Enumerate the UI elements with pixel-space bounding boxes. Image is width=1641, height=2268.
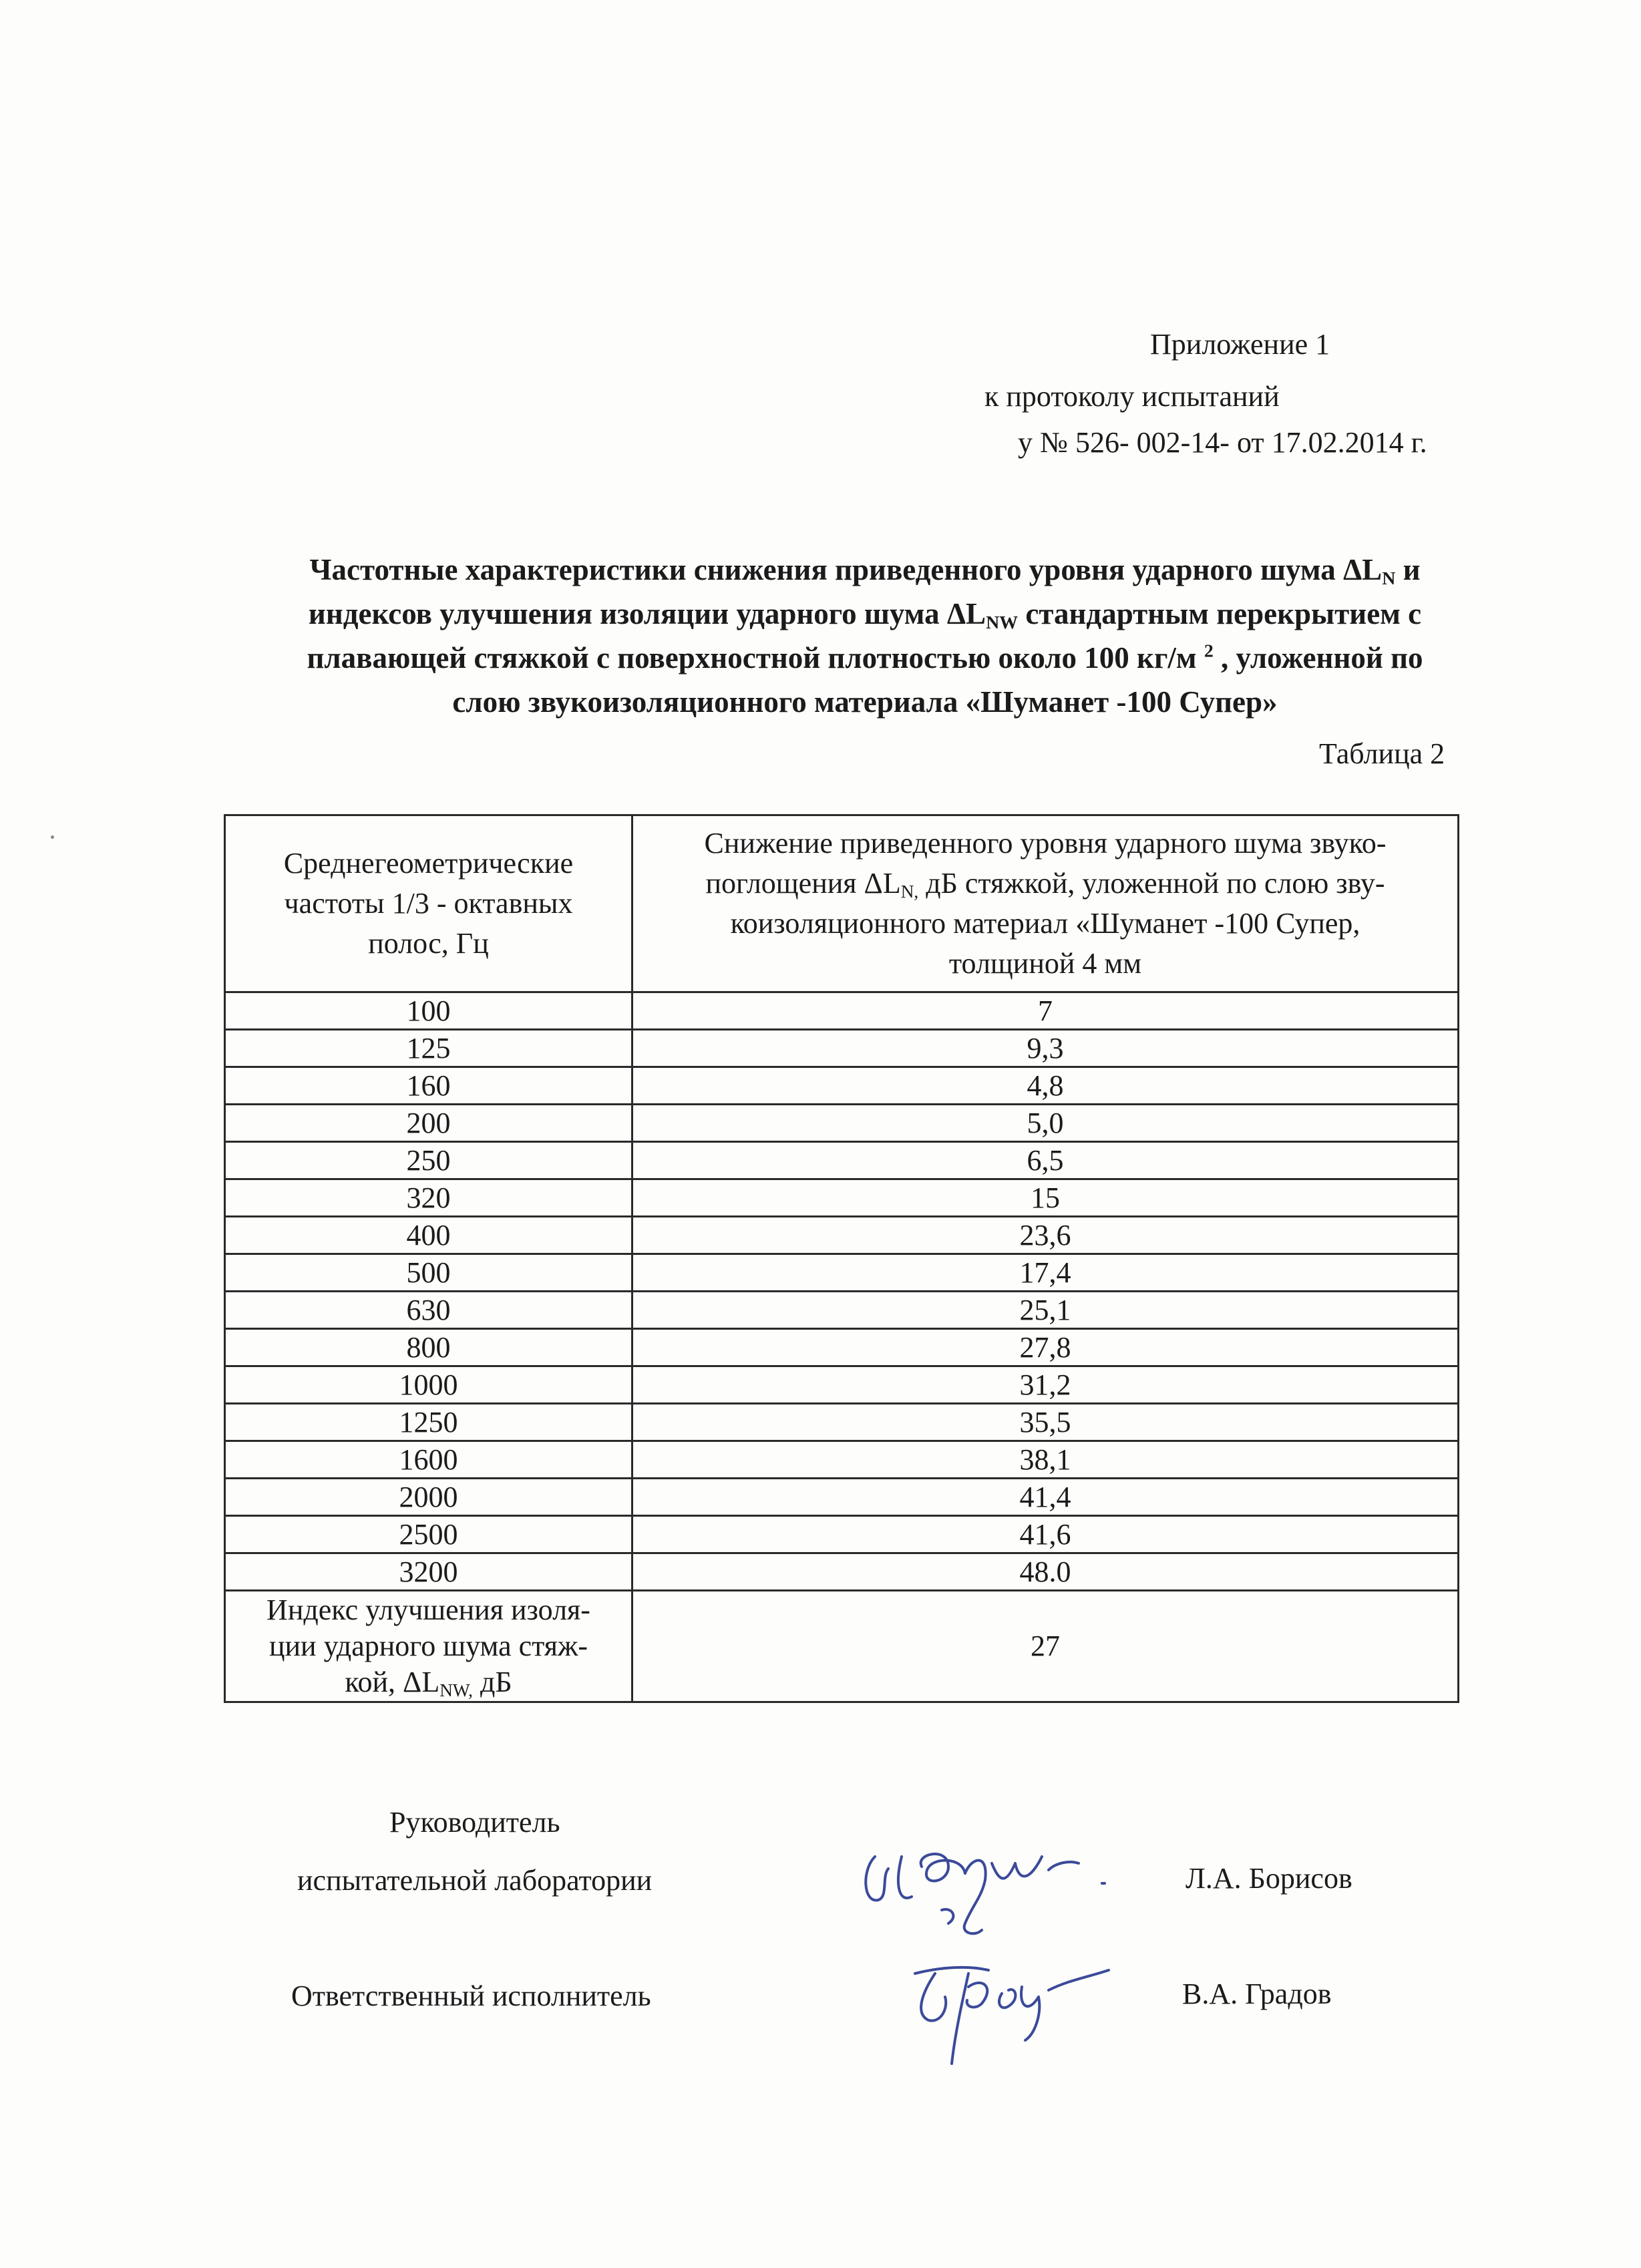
frequency-cell: 2500 xyxy=(225,1516,632,1553)
frequency-cell: 125 xyxy=(225,1030,632,1067)
title-line-3: плавающей стяжкой с поверхностной плотностью около 100 кг/м $^2$ , уложенной по xyxy=(307,640,1423,675)
title-line-4: слою звукоизоляционного материала «Шуманет -100 Супер» xyxy=(452,685,1278,719)
index-row xyxy=(225,1591,1459,1702)
table-row xyxy=(225,1030,1459,1067)
frequency-cell: 400 xyxy=(225,1217,632,1254)
noise-reduction-table xyxy=(224,814,1459,1703)
table-row xyxy=(225,1292,1459,1329)
protocol-number: у № 526- 002-14- от 17.02.2014 г. xyxy=(1018,426,1427,459)
table-row xyxy=(225,1516,1459,1553)
frequency-cell: 1000 xyxy=(225,1366,632,1404)
protocol-label: к протоколу испытаний xyxy=(984,380,1280,413)
table-row xyxy=(225,1142,1459,1179)
head-title-line-1: Руководитель xyxy=(389,1806,560,1839)
frequency-cell: 3200 xyxy=(225,1553,632,1591)
table-row xyxy=(225,992,1459,1030)
head-name: Л.А. Борисов xyxy=(1186,1862,1352,1895)
reduction-value-cell: 25,1 xyxy=(632,1292,1459,1329)
table-row xyxy=(225,1404,1459,1441)
frequency-cell: 1250 xyxy=(225,1404,632,1441)
table-row xyxy=(225,1366,1459,1404)
reduction-value-cell: 4,8 xyxy=(632,1067,1459,1105)
reduction-value-cell: 41,6 xyxy=(632,1516,1459,1553)
table-row xyxy=(225,1329,1459,1366)
frequency-cell: 1600 xyxy=(225,1441,632,1479)
frequency-cell: 200 xyxy=(225,1105,632,1142)
reduction-value-cell: 41,4 xyxy=(632,1479,1459,1516)
document-title xyxy=(200,548,1529,724)
table-row xyxy=(225,1441,1459,1479)
index-label: Индекс улучшения изоля- ции ударного шума стяж- кой, $\Delta L_{NW,}$ дБ xyxy=(225,1591,632,1702)
frequency-cell: 630 xyxy=(225,1292,632,1329)
reduction-value-cell: 17,4 xyxy=(632,1254,1459,1292)
reduction-value-cell: 6,5 xyxy=(632,1142,1459,1179)
reduction-value-cell: 23,6 xyxy=(632,1217,1459,1254)
table-row xyxy=(225,1553,1459,1591)
signature-gradov xyxy=(888,1940,1169,2074)
executor-name: В.А. Градов xyxy=(1182,1977,1332,2010)
signature-borisov xyxy=(848,1817,1162,1950)
table-row xyxy=(225,1067,1459,1105)
header-frequency: Среднегеометрические частоты 1/3 - октавных полос, Гц xyxy=(225,815,632,992)
reduction-value-cell: 15 xyxy=(632,1179,1459,1217)
index-value: 27 xyxy=(632,1591,1459,1702)
frequency-cell: 320 xyxy=(225,1179,632,1217)
reduction-value-cell: 48.0 xyxy=(632,1553,1459,1591)
title-line-2: индексов улучшения изоляции ударного шума $\Delta L_{NW}$ стандартным перекрытием с xyxy=(308,597,1422,633)
head-title-line-2: испытательной лаборатории xyxy=(297,1864,653,1897)
appendix-label: Приложение 1 xyxy=(1150,328,1330,361)
frequency-cell: 800 xyxy=(225,1329,632,1366)
header-reduction: Снижение приведенного уровня ударного шума звуко- поглощения $\Delta L_{N,}$ дБ стяжкой, уложенной по слою зву- коизоляционного материал «Шуманет -100 Супер, толщиной 4 мм xyxy=(632,815,1459,992)
reduction-value-cell: 9,3 xyxy=(632,1030,1459,1067)
reduction-value-cell: 35,5 xyxy=(632,1404,1459,1441)
table-header-row xyxy=(225,815,1459,992)
table-row xyxy=(225,1105,1459,1142)
frequency-cell: 160 xyxy=(225,1067,632,1105)
reduction-value-cell: 5,0 xyxy=(632,1105,1459,1142)
frequency-cell: 100 xyxy=(225,992,632,1030)
reduction-value-cell: 7 xyxy=(632,992,1459,1030)
reduction-value-cell: 31,2 xyxy=(632,1366,1459,1404)
frequency-cell: 250 xyxy=(225,1142,632,1179)
executor-title: Ответственный исполнитель xyxy=(291,1979,651,2012)
table-row xyxy=(225,1179,1459,1217)
frequency-cell: 500 xyxy=(225,1254,632,1292)
table-row xyxy=(225,1217,1459,1254)
title-line-1: Частотные характеристики снижения приведенного уровня ударного шума $\Delta L_N$ и xyxy=(309,553,1421,589)
table-label: Таблица 2 xyxy=(1319,737,1445,770)
table-row xyxy=(225,1254,1459,1292)
reduction-value-cell: 27,8 xyxy=(632,1329,1459,1366)
frequency-cell: 2000 xyxy=(225,1479,632,1516)
reduction-value-cell: 38,1 xyxy=(632,1441,1459,1479)
table-row xyxy=(225,1479,1459,1516)
scan-speck xyxy=(51,835,54,839)
